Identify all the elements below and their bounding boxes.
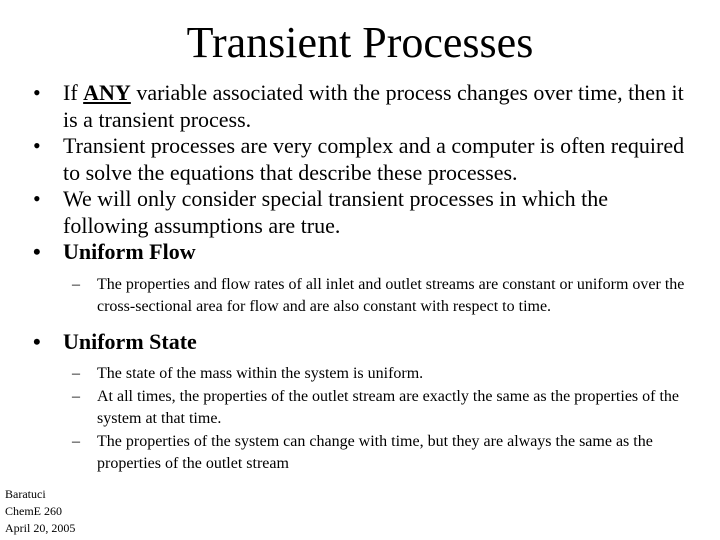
dash-icon: – [72, 432, 80, 450]
sub-bullet-text: The properties and flow rates of all inlet and outlet streams are constant or uniform over the cross-sectional area for flow and are also constant with respect to time. [97, 275, 685, 315]
sub-bullet-text: At all times, the properties of the outlet stream are exactly the same as the properties of the system at that time. [97, 387, 680, 427]
heading-text: Uniform State [63, 328, 197, 354]
bullet-text-suffix: variable associated with the process changes over time, then it is a transient process. [63, 80, 684, 132]
sub-bullet-text: The state of the mass within the system is uniform. [97, 365, 424, 382]
uniform-state-point [0, 431, 720, 476]
dash-icon: – [72, 275, 80, 293]
bullet-complex [0, 133, 720, 186]
uniform-state-point [0, 386, 720, 431]
bullet-any-variable [0, 80, 720, 133]
slide-footer [5, 486, 75, 537]
dash-icon: – [72, 365, 80, 382]
bullet-icon: • [33, 186, 41, 211]
bullet-icon: • [33, 328, 41, 354]
footer-author: Baratuci [5, 487, 46, 501]
bullet-icon: • [33, 80, 41, 105]
footer-course: ChemE 260 [5, 504, 62, 518]
uniform-state-point [0, 363, 720, 386]
bullet-icon: • [33, 133, 41, 158]
heading-uniform-flow [0, 239, 720, 266]
bullet-special [0, 186, 720, 239]
bullet-icon: • [33, 239, 41, 264]
footer-date: April 20, 2005 [5, 521, 76, 535]
dash-icon: – [72, 387, 80, 405]
bullet-text-prefix: If [63, 80, 84, 105]
emphasis-any: ANY [83, 80, 131, 105]
bullet-text: We will only consider special transient processes in which the following assumptions are true. [63, 186, 609, 238]
slide-title: Transient Processes [186, 18, 534, 67]
bullet-list [0, 80, 720, 476]
bullet-text: Transient processes are very complex and a computer is often required to solve the equations that describe these processes. [63, 133, 685, 185]
uniform-flow-point [0, 274, 720, 319]
heading-text: Uniform Flow [63, 239, 196, 264]
heading-uniform-state [0, 329, 720, 356]
sub-bullet-text: The properties of the system can change with time, but they are always the same as the properties of the outlet stream [97, 432, 653, 472]
